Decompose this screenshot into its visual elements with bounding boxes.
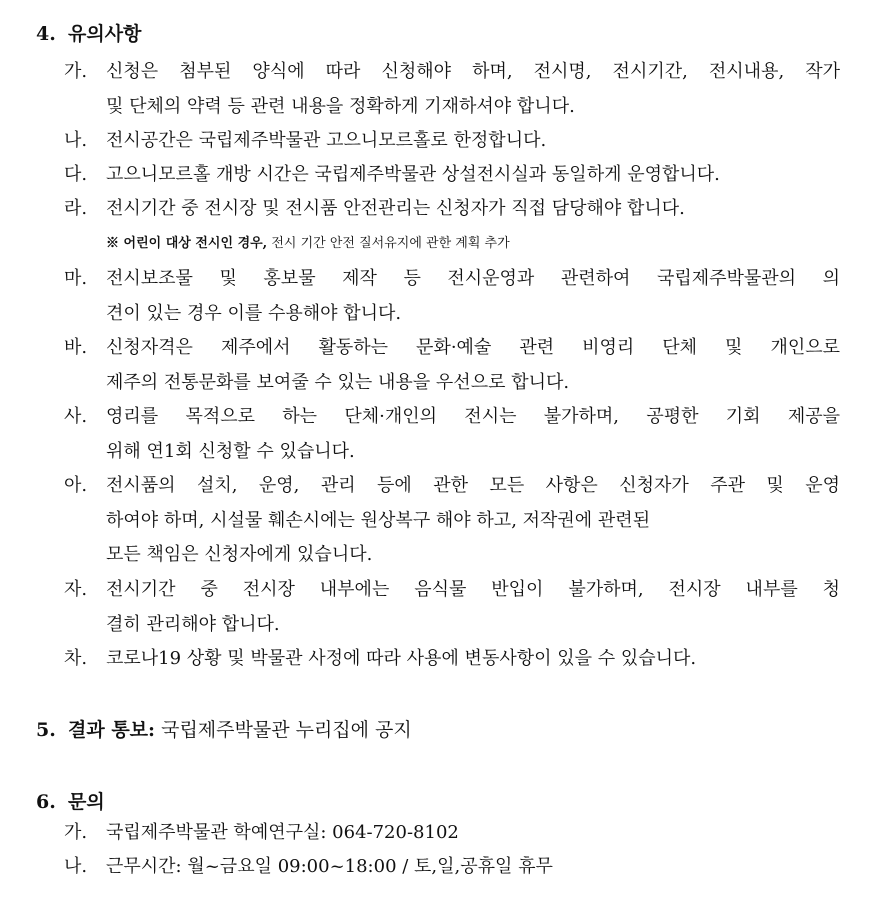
list-item — [64, 192, 840, 227]
item-text: 위해 연1회 신청할 수 있습니다. — [106, 440, 355, 462]
contact-item — [64, 816, 840, 851]
section-4-heading — [36, 20, 141, 48]
list-item — [64, 642, 840, 677]
item-text: 전시보조물 및 홍보물 제작 등 전시운영과 관련하여 국립제주박물관의 의 — [106, 268, 840, 289]
item-mark: 가. — [64, 822, 88, 843]
item-text: 모든 책임은 신청자에게 있습니다. — [106, 544, 373, 565]
item-text: 및 단체의 약력 등 관련 내용을 정확하게 기재하셔야 합니다. — [106, 95, 575, 117]
item-text: 전시기간 중 전시장 및 전시품 안전관리는 신청자가 직접 담당해야 합니다. — [106, 198, 685, 219]
item-text: 코로나19 상황 및 박물관 사정에 따라 사용에 변동사항이 있을 수 있습니다. — [106, 648, 697, 669]
item-mark: 가. — [64, 61, 88, 82]
item-text: 제주의 전통문화를 보여줄 수 있는 내용을 우선으로 합니다. — [106, 371, 570, 393]
section-number: 5. — [36, 719, 56, 741]
item-mark: 마. — [64, 268, 88, 289]
item-mark: 라. — [64, 198, 88, 219]
list-item — [64, 124, 840, 159]
list-item — [64, 262, 840, 331]
child-exhibition-note — [106, 234, 510, 254]
item-mark: 아. — [64, 475, 88, 496]
section-number: 6. — [36, 791, 56, 813]
item-mark: 다. — [64, 164, 88, 185]
item-text: 신청은 첨부된 양식에 따라 신청해야 하며, 전시명, 전시기간, 전시내용, 작가 — [106, 61, 840, 82]
item-text: 견이 있는 경우 이를 수용해야 합니다. — [106, 302, 402, 324]
item-mark: 사. — [64, 406, 88, 427]
item-mark: 나. — [64, 130, 88, 151]
result-notice-text: 국립제주박물관 누리집에 공지 — [155, 719, 412, 741]
item-text: 영리를 목적으로 하는 단체·개인의 전시는 불가하며, 공평한 기회 제공을 — [106, 406, 840, 427]
item-text: 전시공간은 국립제주박물관 고으니모르홀로 한정합니다. — [106, 130, 547, 151]
item-text: 전시품의 설치, 운영, 관리 등에 관한 모든 사항은 신청자가 주관 및 운영 — [106, 475, 840, 496]
section-title: 문의 — [68, 791, 105, 813]
item-mark: 차. — [64, 648, 88, 669]
list-item — [64, 573, 840, 642]
section-title: 유의사항 — [68, 23, 142, 45]
item-text: 전시기간 중 전시장 내부에는 음식물 반입이 불가하며, 전시장 내부를 청 — [106, 579, 840, 600]
list-item — [64, 469, 840, 573]
item-mark: 자. — [64, 579, 88, 600]
item-text: 하여야 하며, 시설물 훼손시에는 원상복구 해야 하고, 저작권에 관련된 — [106, 509, 651, 531]
note-bold-text: ※ 어린이 대상 전시인 경우, — [106, 236, 268, 251]
contact-phone-text: 국립제주박물관 학예연구실: 064-720-8102 — [106, 822, 459, 843]
item-mark: 나. — [64, 856, 88, 877]
contact-item — [64, 850, 840, 885]
item-text: 고으니모르홀 개방 시간은 국립제주박물관 상설전시실과 동일하게 운영합니다. — [106, 164, 720, 185]
note-text: 전시 기간 안전 질서유지에 관한 계획 추가 — [267, 236, 510, 251]
list-item — [64, 400, 840, 469]
office-hours-text: 근무시간: 월~금요일 09:00~18:00 / 토,일,공휴일 휴무 — [106, 856, 553, 877]
item-text: 결히 관리해야 합니다. — [106, 613, 280, 635]
section-title: 결과 통보: — [68, 719, 156, 741]
section-number: 4. — [36, 23, 56, 45]
section-6-heading — [36, 788, 105, 816]
list-item — [64, 158, 840, 193]
item-mark: 바. — [64, 337, 88, 358]
item-text: 신청자격은 제주에서 활동하는 문화·예술 관련 비영리 단체 및 개인으로 — [106, 337, 840, 358]
list-item — [64, 331, 840, 400]
section-5-heading — [36, 716, 412, 744]
list-item — [64, 55, 840, 124]
